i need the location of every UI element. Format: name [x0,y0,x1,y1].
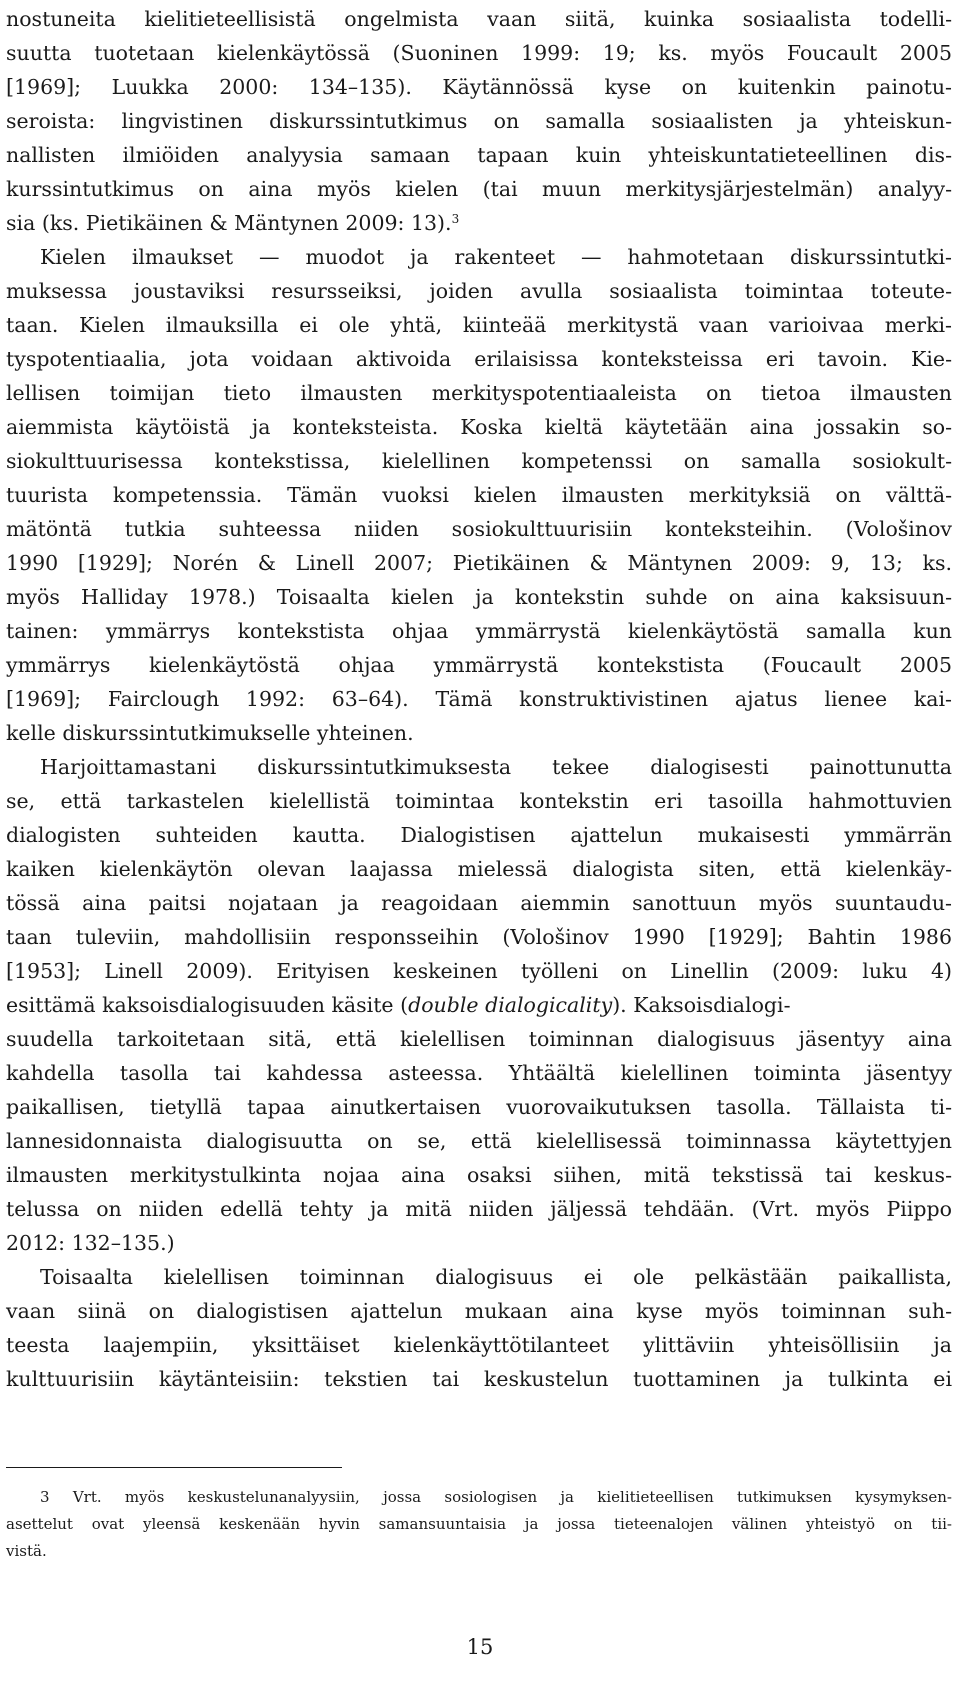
body-line: suudella tarkoitetaan sitä, että kielellisen toiminnan dialogisuus jäsentyy aina [6,1027,952,1051]
footnote-divider [6,1467,342,1468]
body-line: taan. Kielen ilmauksilla ei ole yhtä, kiinteää merkitystä vaan varioivaa merki- [6,313,952,337]
body-line: tainen: ymmärrys kontekstista ohjaa ymmärrystä kielenkäytöstä samalla kun [6,619,952,643]
body-line: kulttuurisiin käytänteisiin: tekstien tai keskustelun tuottaminen ja tulkinta ei [6,1367,952,1391]
italic-term: double dialogicality [408,993,613,1017]
footnote-text: Vrt. myös keskustelunanalyysiin, jossa sosiologisen ja kielitieteellisen tutkimuksen kysymyksen- [72,1488,952,1506]
body-line: tössä aina paitsi nojataan ja reagoidaan aiemmin sanottuun myös suuntaudu- [6,891,952,915]
body-line: tyspotentiaalia, jota voidaan aktivoida erilaisissa konteksteissa eri tavoin. Kie- [6,347,952,371]
body-line: vaan siinä on dialogistisen ajattelun mukaan aina kyse myös toiminnan suh- [6,1299,952,1323]
body-line: nostuneita kielitieteellisistä ongelmista vaan siitä, kuinka sosiaalista todelli- [6,7,952,31]
body-line-text: sia (ks. Pietikäinen & Mäntynen 2009: 13). [6,211,452,235]
body-line: Kielen ilmaukset — muodot ja rakenteet — hahmotetaan diskurssintutki- [40,245,952,269]
body-line: kaiken kielenkäytön olevan laajassa mielessä dialogista siten, että kielenkäy- [6,857,952,881]
body-line [6,988,952,1022]
footnote-line: asettelut ovat yleensä keskenään hyvin samansuuntaisia ja jossa tieteenalojen välinen yhteistyö on tii- [6,1515,952,1533]
body-line: myös Halliday 1978.) Toisaalta kielen ja kontekstin suhde on aina kaksisuun- [6,585,952,609]
body-line: mätöntä tutkia suhteessa niiden sosiokulttuurisiin konteksteihin. (Vološinov [6,517,952,541]
body-line: lannesidonnaista dialogisuutta on se, että kielellisessä toiminnassa käytettyjen [6,1129,952,1153]
body-line: [1953]; Linell 2009). Erityisen keskeinen työlleni on Linellin (2009: luku 4) [6,959,952,983]
body-line: Toisaalta kielellisen toiminnan dialogisuus ei ole pelkästään paikallista, [40,1265,952,1289]
body-line-text: ). Kaksoisdialogi- [612,993,791,1017]
footnote-line: vistä. [6,1542,47,1560]
body-line: telussa on niiden edellä tehty ja mitä niiden jäljessä tehdään. (Vrt. myös Piippo [6,1197,952,1221]
body-line: muksessa joustaviksi resursseiksi, joiden avulla sosiaalista toimintaa toteute- [6,279,952,303]
body-line: lellisen toimijan tieto ilmausten merkityspotentiaaleista on tietoa ilmausten [6,381,952,405]
body-line: se, että tarkastelen kielellistä toimintaa kontekstin eri tasoilla hahmottuvien [6,789,952,813]
body-line: seroista: lingvistinen diskurssintutkimus on samalla sosiaalisten ja yhteiskun- [6,109,952,133]
body-line: nallisten ilmiöiden analyysia samaan tapaan kuin yhteiskuntatieteellinen dis- [6,143,952,167]
body-line: ilmausten merkitystulkinta nojaa aina osaksi siihen, mitä tekstissä tai keskus- [6,1163,952,1187]
body-line: 1990 [1929]; Norén & Linell 2007; Pietikäinen & Mäntynen 2009: 9, 13; ks. [6,551,952,575]
body-line: 2012: 132–135.) [6,1231,175,1255]
body-line: tuurista kompetenssia. Tämän vuoksi kielen ilmausten merkityksiä on välttä- [6,483,952,507]
body-line: paikallisen, tietyllä tapaa ainutkertaisen vuorovaikutuksen tasolla. Tällaista ti- [6,1095,952,1119]
body-line: dialogisten suhteiden kautta. Dialogistisen ajattelun mukaisesti ymmärrän [6,823,952,847]
body-line: [1969]; Fairclough 1992: 63–64). Tämä konstruktivistinen ajatus lienee kai- [6,687,952,711]
body-line: taan tuleviin, mahdollisiin responsseihin (Vološinov 1990 [1929]; Bahtin 1986 [6,925,952,949]
footnote-number: 3 [40,1488,50,1506]
footnote-line [40,1484,952,1511]
footnote-ref: 3 [451,212,460,226]
body-line: teesta laajempiin, yksittäiset kielenkäyttötilanteet ylittäviin yhteisöllisiin ja [6,1333,952,1357]
body-line: kahdella tasolla tai kahdessa asteessa. Yhtäältä kielellinen toiminta jäsentyy [6,1061,952,1085]
body-line: [1969]; Luukka 2000: 134–135). Käytännössä kyse on kuitenkin painotu- [6,75,952,99]
body-line: siokulttuurisessa kontekstissa, kielellinen kompetenssi on samalla sosiokult- [6,449,952,473]
body-line [6,206,952,240]
body-line: ymmärrys kielenkäytöstä ohjaa ymmärrystä kontekstista (Foucault 2005 [6,653,952,677]
page-number: 15 [466,1635,494,1659]
body-line-text: esittämä kaksoisdialogisuuden käsite ( [6,993,409,1017]
body-line: aiemmista käytöistä ja konteksteista. Koska kieltä käytetään aina jossakin so- [6,415,952,439]
body-line: kurssintutkimus on aina myös kielen (tai muun merkitysjärjestelmän) analyy- [6,177,952,201]
body-line: suutta tuotetaan kielenkäytössä (Suoninen 1999: 19; ks. myös Foucault 2005 [6,41,952,65]
body-line: Harjoittamastani diskurssintutkimuksesta tekee dialogisesti painottunutta [40,755,952,779]
body-line: kelle diskurssintutkimukselle yhteinen. [6,721,414,745]
